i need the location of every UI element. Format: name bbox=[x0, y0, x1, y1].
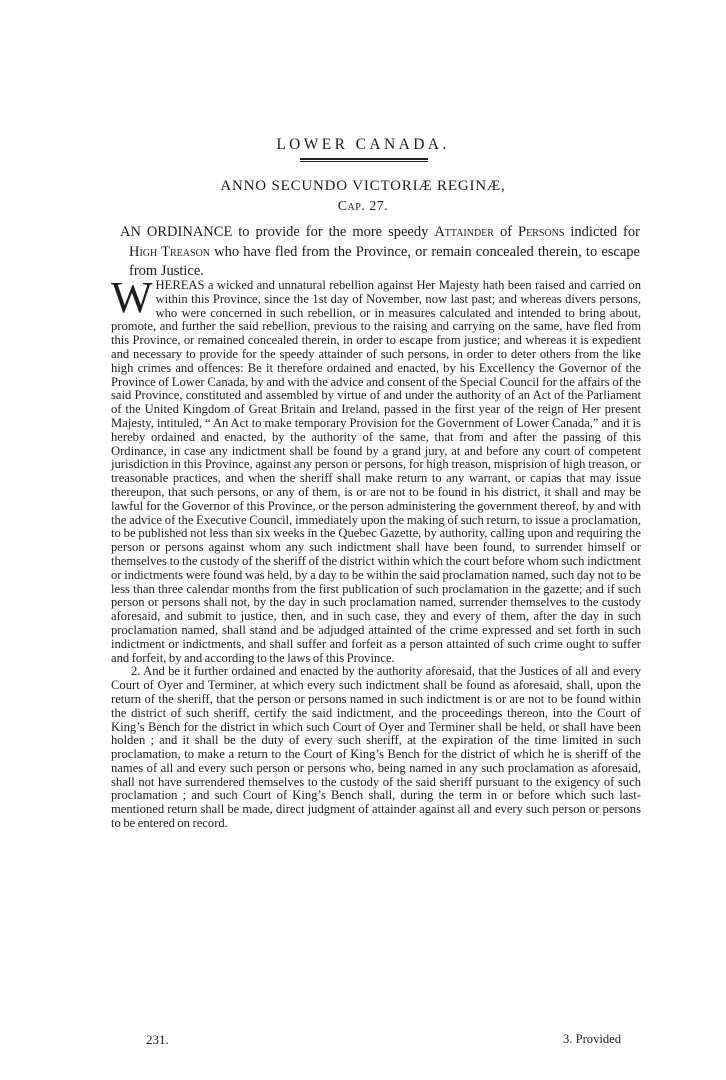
section-2: 2. And be it further ordained and enacted by the authority aforesaid, that the Justices of all and every Court of Oyer and Terminer, at which every such indictment shall be found as aforesaid, shall, upon the return of the sheriff, that the person or persons named in such indictment is or are not to be found within the district of such sheriff, certify the said indictment, and the proceedings thereon, into the Court of King’s Bench for the district in which such Court of Oyer and Terminer shall be held, or shall have been holden ; and it shall be the duty of every such sheriff, at the expiration of the time limited in such proclamation, to make a return to the Court of King’s Bench for the district of which he is sheriff of the names of all and every such person or persons who, being named in any such proclamation as aforesaid, shall not have surrendered themselves to the custody of the said sheriff pursuant to the exigency of such proclamation ; and such Court of King’s Bench shall, during the term in or before which such last-mentioned return shall be made, direct judgment of attainder against all and every such person or persons to be entered on record. bbox=[111, 664, 641, 831]
title-attainder: Attainder bbox=[434, 224, 494, 240]
ordinance-title bbox=[120, 223, 640, 282]
title-text-start: AN ORDINANCE to provide for the more speedy bbox=[120, 224, 435, 240]
page-number: 231. bbox=[146, 1032, 169, 1047]
ordinance-body bbox=[111, 273, 641, 831]
title-text-end: who have fled from the Province, or remain concealed therein, to escape from Justice. bbox=[129, 243, 640, 279]
section-1-text: HEREAS a wicked and unnatural rebellion against Her Majesty hath been raised and carried on within this Province, since the 1st day of November, now last past; and whereas divers persons, who were concerned in such rebellion, or in measures calculated and intended to bring about, promote, and further the said rebellion, previous to the raising and carrying on the same, have fled from this Province, or remained concealed therein, in order to escape from justice; and whereas it is expedient and necessary to provide for the speedy attainder of such persons, in order to deter others from the like high crimes and offences: Be it therefore ordained and enacted, by his Excellency the Governor of the Province of Lower Canada, by and with the advice and consent of the Special Council for the affairs of the said Province, constituted and assembled by virtue of and under the authority of an Act of the Parliament of the United Kingdom of Great Britain and Ireland, passed in the first year of the reign of Her present Majesty, intituled, “ An Act to make temporary Provision for the Government of Lower Canada,” and it is hereby ordained and enacted, by the authority of the same, that from and after the passing of this Ordinance, in case any indictment shall be found by a grand jury, at and before any court of competent jurisdiction in this Province, against any person or persons, for high treason, misprision of high treason, or treasonable practices, and when the sheriff shall make return to any warrant, or capias that may issue thereupon, that such persons, or any of them, is or are not to be found in his district, it shall and may be lawful for the Governor of this Province, or the person administering the government thereof, by and with the advice of the Executive Council, immediately upon the making of such return, to issue a proclamation, to be published not less than six weeks in the Quebec Gazette, by authority, calling upon and requiring the person or persons against whom any such indictment shall have been found, to surrender himself or themselves to the custody of the sheriff of the district within which the court before whom such indictment or indictments were found was held, by a day to be within the said proclamation named, such day not to be less than three calendar months from the first publication of such proclamation in the gazette; and if such person or persons shall not, by the day in such proclamation named, surrender themselves to the custody aforesaid, and submit to justice, then, and in such case, they and every of them, after the day in such proclamation named, shall stand and be adjudged attainted of the crime expressed and set forth in such indictment or indictments, and shall suffer and forfeit as a person attainted of such crime ought to suffer and forfeit, by and according to the laws of this Province. bbox=[111, 278, 641, 665]
catchword: 3. Provided bbox=[563, 1032, 622, 1046]
heading-rule bbox=[300, 158, 428, 162]
section-1 bbox=[111, 273, 641, 665]
drop-cap: W bbox=[111, 273, 153, 322]
title-high-treason: High Treason bbox=[129, 243, 211, 260]
title-persons: Persons bbox=[518, 224, 565, 240]
title-text-of: of bbox=[493, 224, 518, 240]
province-heading: LOWER CANADA. bbox=[276, 136, 450, 153]
title-text-mid: indicted for bbox=[564, 224, 640, 240]
chapter-heading: Cap. 27. bbox=[337, 199, 389, 214]
session-heading: ANNO SECUNDO VICTORIÆ REGINÆ, bbox=[220, 178, 506, 194]
